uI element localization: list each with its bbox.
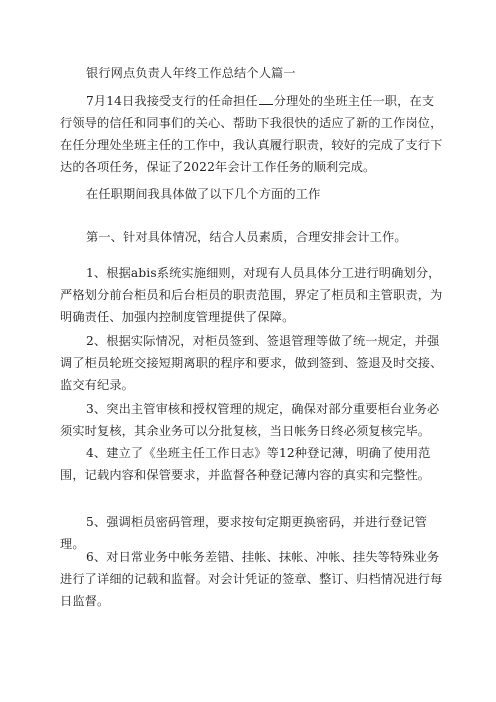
paragraph-item-3: 3、突出主管审核和授权管理的规定，确保对部分重要柜台业务必须实时复核，其余业务可以分批复核，当日帐务日终必须复核完毕。: [60, 402, 440, 438]
paragraph-item-4: 4、建立了《坐班主任工作日志》等12种登记薄，明确了使用范围，记载内容和保管要求，并监督各种登记薄内容的真实和完整性。: [60, 446, 431, 482]
fill-in-blank: [259, 92, 273, 105]
document-title: 银行网点负责人年终工作总结个人篇一: [86, 66, 296, 80]
paragraph-work-intro: 在任职期间我具体做了以下几个方面的工作: [86, 187, 321, 201]
paragraph-item-6: 6、对日常业务中帐务差错、挂帐、抹帐、冲帐、挂失等特殊业务进行了详细的记载和监督。对会计凭证的签章、整订、归档情况进行每日监督。: [60, 550, 443, 608]
paragraph-appointment-start: 7月14日我接受支行的任命担任: [86, 94, 258, 108]
paragraph-section-one: 第一、针对具体情况，结合人员素质，合理安排会计工作。: [86, 230, 407, 244]
paragraph-item-2: 2、根据实际情况，对柜员签到、签退管理等做了统一规定，并强调了柜员轮班交接短期离职的程序和要求，做到签到、签退及时交接、监交有纪录。: [60, 334, 443, 392]
paragraph-item-1: 1、根据abis系统实施细则，对现有人员具体分工进行明确划分，严格划分前台柜员和后台柜员的职责范围，界定了柜员和主管职责，为明确责任、加强内控制度管理提供了保障。: [60, 266, 443, 324]
paragraph-appointment: [60, 90, 446, 178]
paragraph-appointment-rest: 分理处的坐班主任一职，在支行领导的信任和同事们的关心、帮助下我很快的适应了新的工作岗位，在任分理处坐班主任的工作中，我认真履行职责，较好的完成了支行下达的各项任务，保证了2022年会计工作任务的顺利完成。: [60, 94, 443, 174]
paragraph-item-5: 5、强调柜员密码管理，要求按旬定期更换密码，并进行登记管理。: [60, 515, 428, 551]
